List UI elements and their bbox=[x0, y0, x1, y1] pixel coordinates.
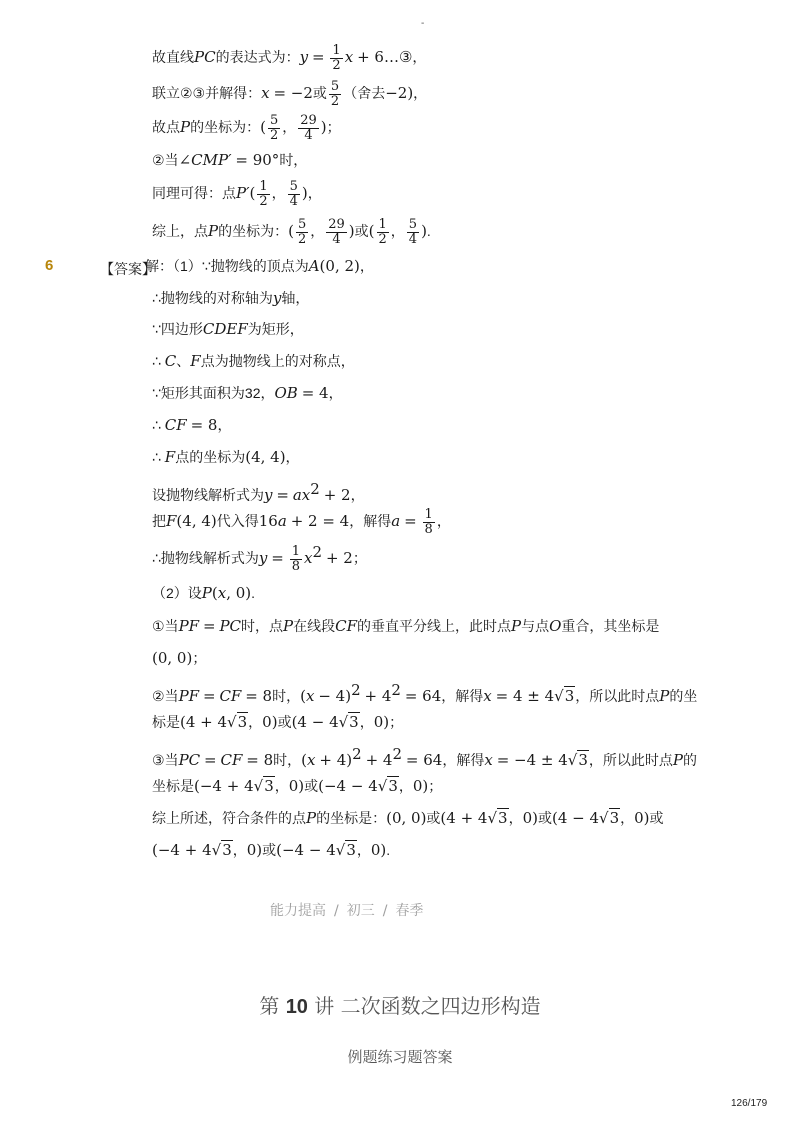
answer-line-18: 综上所述，符合条件的点P的坐标是：(0, 0)或(4 + 4√3，0)或(4 − 4√3，0)或 bbox=[152, 809, 664, 827]
answer-line-9: 把F(4, 4)代入得16a + 2 = 4，解得a = $\frac{1}{8}$ ， bbox=[152, 507, 451, 537]
answer-line-2: ∴抛物线的对称轴为y轴， bbox=[152, 289, 310, 307]
solution-line-2: 联立②③并解得：x = −2或 $\frac{5}{2}$ （舍去−2)， bbox=[152, 79, 428, 109]
solution-line-3: 故点P的坐标为：( $\frac{5}{2}$ ， $\frac{29}{4}$ )； bbox=[152, 113, 341, 143]
answer-line-5: ∵矩形其面积为32，OB = 4， bbox=[152, 384, 343, 402]
answer-line-4: ∴ C、F点为抛物线上的对称点， bbox=[152, 352, 355, 370]
answer-line-12: ①当PF = PC时，点P在线段CF的垂直平分线上，此时点P与点O重合，其坐标是 bbox=[152, 617, 660, 635]
answer-line-16: ③当PC = CF = 8时，$(x + 4)^2 + 4^2 = 64$，解得x = −4 ± 4√3，所以此时点P的 bbox=[152, 745, 697, 769]
answer-line-11: （2）设P(x, 0). bbox=[152, 584, 256, 602]
crumb-ability: 能力提高 bbox=[270, 903, 326, 919]
top-mark: - bbox=[421, 18, 425, 29]
answer-line-3: ∵四边形CDEF为矩形， bbox=[152, 320, 304, 338]
answer-line-17: 坐标是(−4 + 4√3，0)或(−4 − 4√3，0)； bbox=[152, 777, 443, 795]
answer-line-6: ∴ CF = 8， bbox=[152, 416, 232, 434]
answer-line-8: 设抛物线解析式为$y = ax^2 + 2$， bbox=[152, 480, 365, 504]
answer-line-13: (0, 0)； bbox=[152, 649, 207, 667]
solution-line-4: ②当∠CMP′ = 90°时， bbox=[152, 151, 308, 169]
footer-breadcrumb bbox=[270, 900, 423, 920]
answer-line-10: ∴抛物线解析式为y = $\frac{1}{8}$ $x^2 + 2$； bbox=[152, 543, 367, 574]
answer-line-14: ②当PF = CF = 8时，$(x - 4)^2 + 4^2 = 64$，解得x = 4 ± 4√3，所以此时点P的坐 bbox=[152, 681, 698, 705]
answer-line-1: 解：（1）∵抛物线的顶点为A(0, 2)， bbox=[145, 257, 374, 275]
answer-line-15: 标是(4 + 4√3，0)或(4 − 4√3，0)； bbox=[152, 713, 404, 731]
crumb-grade: 初三 bbox=[346, 903, 375, 919]
question-number: 6 bbox=[45, 257, 54, 274]
answer-line-19: (−4 + 4√3，0)或(−4 − 4√3，0). bbox=[152, 841, 391, 859]
crumb-separator: / bbox=[334, 903, 339, 919]
lecture-subtitle: 例题练习题答案 bbox=[347, 1048, 453, 1066]
crumb-season: 春季 bbox=[395, 903, 424, 919]
answer-tag: 【答案】 bbox=[100, 261, 156, 277]
crumb-separator: / bbox=[382, 903, 388, 919]
solution-line-1: 故直线PC的表达式为：y = $\frac{1}{2}$ x + 6…③， bbox=[152, 43, 427, 73]
answer-line-7: ∴ F点的坐标为(4, 4)， bbox=[152, 448, 300, 466]
solution-line-5: 同理可得：点P′( $\frac{1}{2}$ ， $\frac{5}{4}$ )， bbox=[152, 179, 322, 209]
page-number: 126/179 bbox=[731, 1098, 768, 1109]
solution-line-6: 综上，点P的坐标为：( $\frac{5}{2}$ ， $\frac{29}{4}$ )或( $\frac{1}{2}$ ， $\frac{5}{4}$ ). bbox=[152, 217, 431, 247]
lecture-title: 第 10 讲 二次函数之四边形构造 bbox=[259, 994, 541, 1018]
